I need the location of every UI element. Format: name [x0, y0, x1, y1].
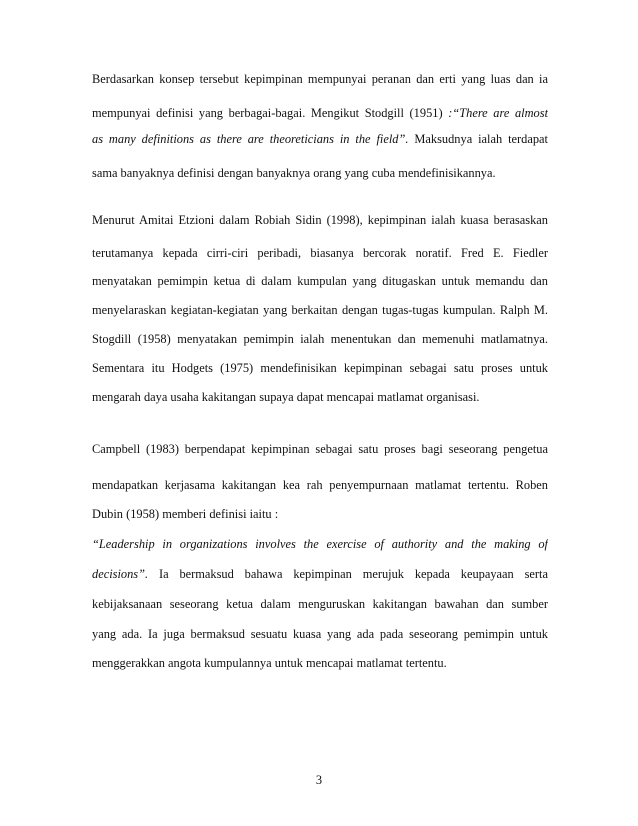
text-run: mempunyai definisi yang berbagai-bagai. Mengikut Stodgill (1951)	[92, 106, 449, 120]
italic-quote-text: as many definitions as there are theoreticians in the field”.	[92, 132, 409, 146]
text-run: Campbell (1983) berpendapat kepimpinan sebagai satu proses bagi seseorang pengetua	[92, 442, 548, 456]
text-line	[92, 567, 548, 582]
page-number: 3	[315, 773, 323, 787]
text-run: Ia bermaksud bahawa kepimpinan merujuk kepada keupayaan serta	[148, 567, 548, 581]
text-run: Menurut Amitai Etzioni dalam Robiah Sidin (1998), kepimpinan ialah kuasa berasaskan	[92, 213, 548, 227]
text-line	[92, 332, 548, 347]
italic-quote-text: :“There are almost	[448, 106, 548, 120]
text-run: Sementara itu Hodgets (1975) mendefinisikan kepimpinan sebagai satu proses untuk	[92, 361, 548, 375]
text-run: kebijaksanaan seseorang ketua dalam menguruskan kakitangan bawahan dan sumber	[92, 597, 548, 611]
text-line	[92, 246, 548, 261]
text-line	[92, 72, 548, 87]
text-line	[92, 478, 548, 493]
italic-quote-text: “Leadership in organizations involves the exercise of authority and the making of	[92, 537, 548, 551]
text-line	[92, 537, 548, 552]
text-line	[92, 442, 548, 457]
text-line	[92, 597, 548, 612]
text-run: Stogdill (1958) menyatakan pemimpin ialah menentukan dan memenuhi matlamatnya.	[92, 332, 548, 346]
text-run: menyatakan pemimpin ketua di dalam kumpulan yang ditugaskan untuk memandu dan	[92, 274, 548, 288]
text-line	[92, 106, 548, 121]
text-run: Maksudnya ialah terdapat	[408, 132, 548, 146]
text-run: yang ada. Ia juga bermaksud sesuatu kuasa yang ada pada seseorang pemimpin untuk	[92, 627, 548, 641]
text-line	[92, 213, 548, 228]
text-line	[92, 361, 548, 376]
text-line	[92, 166, 548, 181]
text-run: menggerakkan angota kumpulannya untuk mencapai matlamat tertentu.	[92, 656, 447, 670]
text-run: terutamanya kepada cirri-ciri peribadi, biasanya bercorak noratif. Fred E. Fiedler	[92, 246, 548, 260]
text-line	[92, 303, 548, 318]
text-line	[92, 507, 548, 522]
text-run: Berdasarkan konsep tersebut kepimpinan mempunyai peranan dan erti yang luas dan ia	[92, 72, 548, 86]
text-line	[92, 390, 548, 405]
text-run: Dubin (1958) memberi definisi iaitu :	[92, 507, 279, 521]
text-line	[92, 656, 548, 671]
text-run: sama banyaknya definisi dengan banyaknya orang yang cuba mendefinisikannya.	[92, 166, 496, 180]
text-run: menyelaraskan kegiatan-kegiatan yang berkaitan dengan tugas-tugas kumpulan. Ralph M.	[92, 303, 548, 317]
italic-quote-text: decisions”.	[92, 567, 149, 581]
text-line	[92, 274, 548, 289]
text-run: mengarah daya usaha kakitangan supaya dapat mencapai matlamat organisasi.	[92, 390, 480, 404]
text-line	[92, 132, 548, 147]
text-run: mendapatkan kerjasama kakitangan kea rah penyempurnaan matlamat tertentu. Roben	[92, 478, 548, 492]
text-line	[92, 627, 548, 642]
